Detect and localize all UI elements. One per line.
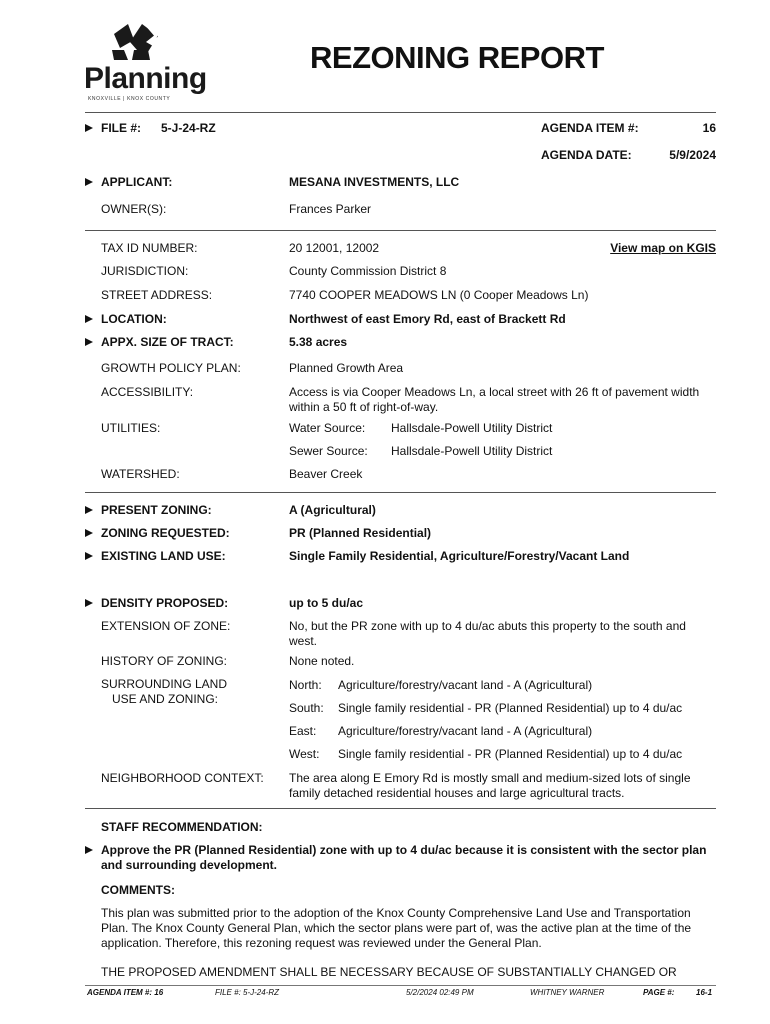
growth-policy-label: GROWTH POLICY PLAN: [101, 361, 241, 375]
arrow-icon [85, 506, 93, 514]
footer-agenda-item: AGENDA ITEM #: 16 [87, 988, 164, 997]
history-of-zoning-label: HISTORY OF ZONING: [101, 654, 228, 668]
arrow-icon [85, 599, 93, 607]
density-proposed-value: up to 5 du/ac [289, 596, 364, 610]
existing-land-use-value: Single Family Residential, Agriculture/Forestry/Vacant Land [289, 549, 630, 563]
watershed-value: Beaver Creek [289, 467, 363, 481]
surrounding-value: Agriculture/forestry/vacant land - A (Agricultural) [338, 678, 593, 692]
applicant-value: MESANA INVESTMENTS, LLC [289, 175, 460, 189]
comments-paragraph: This plan was submitted prior to the adoption of the Knox County Comprehensive Land Use and Transportation Plan. The Knox County General Plan, which the sector plans were part of, was the active plan at the time of the application. Therefore, this rezoning request was reviewed under the General Plan. [101, 906, 692, 950]
neighborhood-context-label: NEIGHBORHOOD CONTEXT: [101, 771, 264, 785]
file-label: FILE #: [101, 121, 142, 135]
arrow-icon [85, 338, 93, 346]
surrounding-direction: South: [289, 701, 324, 715]
comments-heading: COMMENTS: [101, 883, 175, 897]
staff-recommendation-heading: STAFF RECOMMENDATION: [101, 820, 263, 834]
surrounding-direction: North: [289, 678, 322, 692]
surrounding-label-line2: USE AND ZONING: [112, 692, 219, 706]
accessibility-label: ACCESSIBILITY: [101, 385, 194, 399]
surrounding-label-line1: SURROUNDING LAND [101, 677, 228, 691]
divider [85, 230, 716, 231]
location-label: LOCATION: [101, 312, 167, 326]
sewer-source-label: Sewer Source: [289, 444, 368, 458]
location-value: Northwest of east Emory Rd, east of Brackett Rd [289, 312, 566, 326]
arrow-icon [85, 552, 93, 560]
arrow-icon [85, 315, 93, 323]
tract-size-label: APPX. SIZE OF TRACT: [101, 335, 234, 349]
divider [85, 492, 716, 493]
applicant-label: APPLICANT: [101, 175, 173, 189]
staff-recommendation-text: Approve the PR (Planned Residential) zone with up to 4 du/ac because it is consistent with the sector plan and surrounding development. [101, 843, 707, 872]
footer-divider [85, 985, 716, 986]
jurisdiction-label: JURISDICTION: [101, 264, 189, 278]
comments-continuation: THE PROPOSED AMENDMENT SHALL BE NECESSARY BECAUSE OF SUBSTANTIALLY CHANGED OR [101, 965, 677, 979]
footer-page-label: PAGE #: [643, 988, 675, 997]
footer-author: WHITNEY WARNER [530, 988, 605, 997]
owner-label: OWNER(S): [101, 202, 167, 216]
growth-policy-value: Planned Growth Area [289, 361, 404, 375]
utilities-label: UTILITIES: [101, 421, 161, 435]
zoning-requested-value: PR (Planned Residential) [289, 526, 432, 540]
agenda-date-label: AGENDA DATE: [541, 148, 632, 162]
divider [85, 112, 716, 113]
surrounding-direction: East: [289, 724, 317, 738]
surrounding-value: Single family residential - PR (Planned Residential) up to 4 du/ac [338, 747, 683, 761]
surrounding-value: Single family residential - PR (Planned Residential) up to 4 du/ac [338, 701, 683, 715]
sewer-source-value: Hallsdale-Powell Utility District [391, 444, 553, 458]
present-zoning-value: A (Agricultural) [289, 503, 376, 517]
jurisdiction-value: County Commission District 8 [289, 264, 447, 278]
watershed-label: WATERSHED: [101, 467, 180, 481]
density-proposed-label: DENSITY PROPOSED: [101, 596, 229, 610]
existing-land-use-label: EXISTING LAND USE: [101, 549, 226, 563]
tract-size-value: 5.38 acres [289, 335, 348, 349]
accessibility-value: Access is via Cooper Meadows Ln, a local street with 26 ft of pavement width within a 50 ft of right-of-way. [289, 385, 700, 414]
extension-of-zone-label: EXTENSION OF ZONE: [101, 619, 231, 633]
arrow-icon [85, 529, 93, 537]
arrow-icon [85, 178, 93, 186]
arrow-icon [85, 846, 93, 854]
logo-subtitle: KNOXVILLE | KNOX COUNTY [88, 96, 171, 102]
kgis-map-link[interactable]: View map on KGIS [610, 241, 716, 255]
agenda-item-number: 16 [702, 121, 716, 135]
owner-value: Frances Parker [289, 202, 372, 216]
arrow-icon [85, 124, 93, 132]
neighborhood-context-value: The area along E Emory Rd is mostly small and medium-sized lots of single family detached residential houses and large agricultural tracts. [289, 771, 691, 800]
history-of-zoning-value: None noted. [289, 654, 355, 668]
street-address-label: STREET ADDRESS: [101, 288, 213, 302]
street-address-value: 7740 COOPER MEADOWS LN (0 Cooper Meadows Ln) [289, 288, 589, 302]
zoning-requested-label: ZONING REQUESTED: [101, 526, 230, 540]
extension-of-zone-value: No, but the PR zone with up to 4 du/ac abuts this property to the south and west. [289, 619, 686, 648]
tax-id-label: TAX ID NUMBER: [101, 241, 198, 255]
surrounding-direction: West: [289, 747, 320, 761]
tax-id-value: 20 12001, 12002 [289, 241, 380, 255]
file-number: 5-J-24-RZ [161, 121, 216, 135]
water-source-label: Water Source: [289, 421, 366, 435]
divider [85, 808, 716, 809]
report-title: REZONING REPORT [310, 40, 604, 75]
footer-file: FILE #: 5-J-24-RZ [215, 988, 280, 997]
footer-timestamp: 5/2/2024 02:49 PM [406, 988, 474, 997]
agenda-item-label: AGENDA ITEM #: [541, 121, 639, 135]
present-zoning-label: PRESENT ZONING: [101, 503, 212, 517]
water-source-value: Hallsdale-Powell Utility District [391, 421, 553, 435]
surrounding-value: Agriculture/forestry/vacant land - A (Agricultural) [338, 724, 593, 738]
footer-page-number: 16-1 [696, 988, 713, 997]
agenda-date-value: 5/9/2024 [669, 148, 716, 162]
logo-wordmark: Planning [84, 62, 207, 95]
